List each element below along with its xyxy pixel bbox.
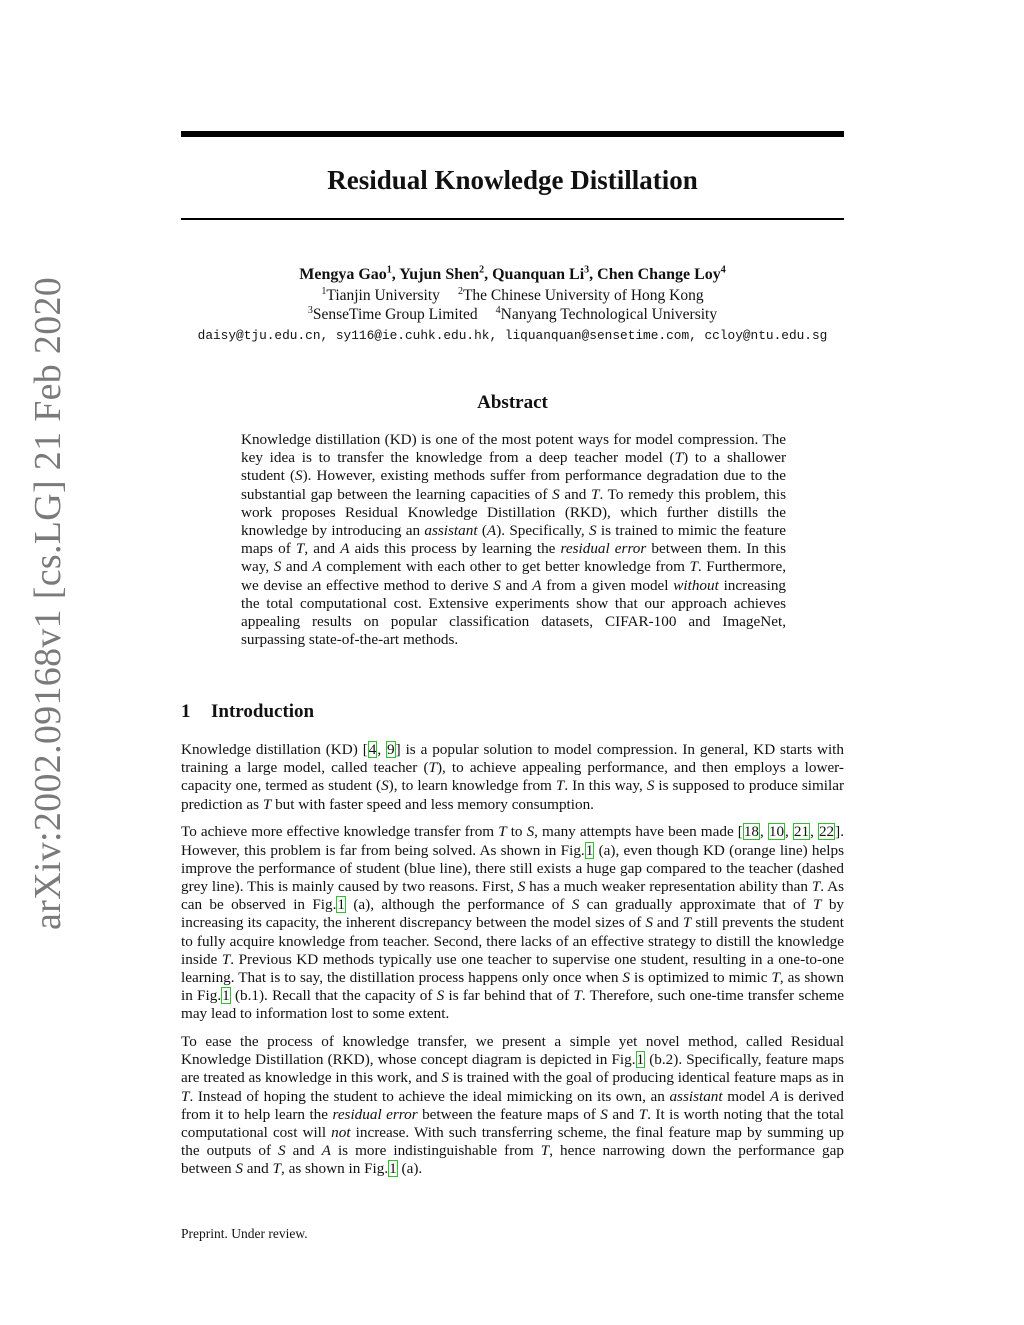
affiliation: Tianjin University <box>326 287 440 304</box>
figure-link[interactable]: 1 <box>636 1051 645 1069</box>
author-name: Quanquan Li <box>492 266 585 283</box>
abstract-text: Knowledge distillation (KD) is one of the most potent ways for model compression. The key idea is to transfer the knowledge from a deep teacher model (T) to a shallower student (S). However, existing methods suffer from performance degradation due to the substantial gap between the learning capacities of S and T. To remedy this problem, this work proposes Residual Knowledge Distillation (RKD), which further distills the knowledge by introducing an assistant (A). Specifically, S is trained to mimic the feature maps of T, and A aids this process by learning the residual error between them. In this way, S and A complement with each other to get better knowledge from T. Furthermore, we devise an effective method to derive S and A from a given model without increasing the total computational cost. Extensive experiments show that our approach achieves appealing results on popular classification datasets, CIFAR-100 and ImageNet, surpassing state-of-the-art methods. <box>241 431 787 649</box>
citation-link[interactable]: 22 <box>818 823 835 841</box>
citation-link[interactable]: 21 <box>793 823 810 841</box>
author-names: Mengya Gao$^1$, Yujun Shen$^2$, Quanquan Li$^3$, Chen Change Loy$^4$ <box>299 264 726 283</box>
figure-link[interactable]: 1 <box>337 896 346 914</box>
abstract-heading: Abstract <box>477 392 548 413</box>
section-body <box>181 741 844 1188</box>
affiliation: Nanyang Technological University <box>500 306 718 323</box>
author-name: Yujun Shen <box>399 266 480 283</box>
citation-link[interactable]: 9 <box>387 741 395 758</box>
paper-title: Residual Knowledge Distillation <box>327 165 698 195</box>
figure-link[interactable]: 1 <box>389 1160 397 1178</box>
citation-link[interactable]: 18 <box>743 823 759 841</box>
section-number: 1 <box>181 701 191 722</box>
affiliation: The Chinese University of Hong Kong <box>462 287 704 304</box>
citation-link[interactable]: 10 <box>768 823 785 841</box>
paragraph: Knowledge distillation (KD) [4, 9] is a popular solution to model compression. In general, KD starts with training a large model, called teacher (T), to achieve appealing performance, and then employs a lower-capacity one, termed as student (S), to learn knowledge from T. In this way, S is supposed to produce similar prediction as T but with faster speed and less memory consumption. <box>181 741 844 813</box>
author-block <box>181 264 844 324</box>
author-name: Mengya Gao <box>299 266 387 283</box>
paragraph: To achieve more effective knowledge transfer from T to S, many attempts have been made [18, 10, 21, 22]. However, this problem is far from being solved. As shown in Fig.1 (a), even though KD (orange line) helps improve the performance of student (blue line), there still exists a huge gap compared to the teacher (dashed grey line). This is mainly caused by two reasons. First, S has a much weaker representation ability than T. As can be observed in Fig.1 (a), although the performance of S can gradually approximate that of T by increasing its capacity, the inherent discrepancy between the model sizes of S and T still prevents the student to fully acquire knowledge from teacher. Second, there lacks of an effective strategy to distill the knowledge inside T. Previous KD methods typically use one teacher to supervise one student, resulting in a one-to-one learning. That is to say, the distillation process happens only once when S is optimized to mimic T, as shown in Fig.1 (b.1). Recall that the capacity of S is far behind that of T. Therefore, such one-time transfer scheme may lead to information lost to some extent. <box>181 823 845 1023</box>
figure-link[interactable]: 1 <box>585 841 594 859</box>
section-heading <box>181 699 844 725</box>
section-title: Introduction <box>211 701 315 722</box>
citation-link[interactable]: 4 <box>368 741 377 758</box>
figure-link[interactable]: 1 <box>222 987 230 1005</box>
affiliation-line: $^1$Tianjin University $^2$The Chinese University of Hong Kong <box>321 285 704 304</box>
title-rule-bottom <box>181 218 844 220</box>
affiliation: SenseTime Group Limited <box>312 306 478 323</box>
paragraph: To ease the process of knowledge transfer, we present a simple yet novel method, called Residual Knowledge Distillation (RKD), whose concept diagram is depicted in Fig.1 (b.2). Specifically, feature maps are treated as knowledge in this work, and S is trained with the goal of producing identical feature maps as in T. Instead of hoping the student to achieve the ideal mimicking on its own, an assistant model A is derived from it to help learn the residual error between the feature maps of S and T. It is worth noting that the total computational cost will not increase. With such transferring scheme, the final feature map by summing up the outputs of S and A is more indistinguishable from T, hence narrowing down the performance gap between S and T, as shown in Fig.1 (a). <box>181 1033 844 1178</box>
affiliation-line: $^3$SenseTime Group Limited $^4$Nanyang Technological University <box>307 304 718 323</box>
page-footer: Preprint. Under review. <box>181 1226 308 1241</box>
title-rule-top <box>181 131 844 137</box>
author-emails: daisy@tju.edu.cn, sy116@ie.cuhk.edu.hk, liquanquan@sensetime.com, ccloy@ntu.edu.sg <box>197 328 828 343</box>
author-name: Chen Change Loy <box>597 266 721 283</box>
arxiv-stamp: arXiv:2002.09168v1 [cs.LG] 21 Feb 2020 <box>27 276 69 930</box>
